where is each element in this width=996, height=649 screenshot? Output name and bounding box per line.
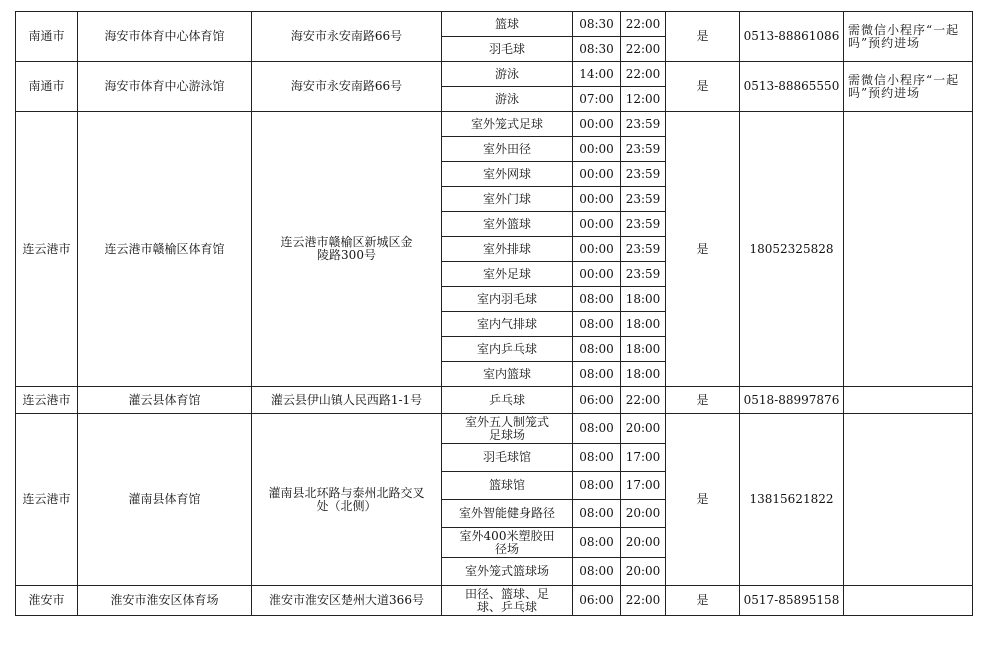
start-time-cell: 00:00: [573, 112, 621, 137]
phone-cell: 0518-88997876: [740, 387, 844, 414]
city-cell: 南通市: [16, 62, 78, 112]
open-cell: 是: [666, 112, 740, 387]
start-time-cell: 00:00: [573, 262, 621, 287]
start-time-cell: 08:00: [573, 312, 621, 337]
end-time-cell: 20:00: [621, 500, 666, 528]
start-time-cell: 08:00: [573, 500, 621, 528]
end-time-cell: 23:59: [621, 137, 666, 162]
sport-cell: 室外笼式篮球场: [442, 558, 573, 586]
start-time-cell: 08:30: [573, 12, 621, 37]
open-cell: 是: [666, 586, 740, 616]
table-row: [16, 414, 973, 444]
sport-cell: 室外400米塑胶田径场: [442, 528, 573, 558]
open-cell: 是: [666, 62, 740, 112]
start-time-cell: 08:00: [573, 558, 621, 586]
venue-cell: 连云港市赣榆区体育馆: [78, 112, 252, 387]
end-time-cell: 23:59: [621, 112, 666, 137]
sport-cell: 室外田径: [442, 137, 573, 162]
notes-cell: [844, 387, 973, 414]
end-time-cell: 18:00: [621, 337, 666, 362]
sport-cell: 田径、篮球、足球、乒乓球: [442, 586, 573, 616]
sport-cell: 篮球馆: [442, 472, 573, 500]
end-time-cell: 20:00: [621, 414, 666, 444]
sport-cell: 室内气排球: [442, 312, 573, 337]
notes-cell: [844, 112, 973, 387]
table-row: [16, 387, 973, 414]
end-time-cell: 22:00: [621, 586, 666, 616]
address-cell: 灌南县北环路与泰州北路交叉处（北侧）: [252, 414, 442, 586]
sport-cell: 室内篮球: [442, 362, 573, 387]
notes-cell: [844, 414, 973, 586]
start-time-cell: 08:00: [573, 472, 621, 500]
start-time-cell: 00:00: [573, 187, 621, 212]
start-time-cell: 06:00: [573, 586, 621, 616]
end-time-cell: 17:00: [621, 444, 666, 472]
venue-cell: 海安市体育中心体育馆: [78, 12, 252, 62]
notes-cell: 需微信小程序“一起吗”预约进场: [844, 12, 973, 62]
sport-cell: 游泳: [442, 62, 573, 87]
end-time-cell: 22:00: [621, 62, 666, 87]
end-time-cell: 17:00: [621, 472, 666, 500]
start-time-cell: 00:00: [573, 162, 621, 187]
venue-cell: 海安市体育中心游泳馆: [78, 62, 252, 112]
start-time-cell: 08:00: [573, 444, 621, 472]
venue-table: [15, 11, 973, 616]
address-cell: 连云港市赣榆区新城区金陵路300号: [252, 112, 442, 387]
sport-cell: 乒乓球: [442, 387, 573, 414]
end-time-cell: 23:59: [621, 237, 666, 262]
start-time-cell: 08:00: [573, 287, 621, 312]
sport-cell: 室外排球: [442, 237, 573, 262]
sport-cell: 室外篮球: [442, 212, 573, 237]
start-time-cell: 08:30: [573, 37, 621, 62]
start-time-cell: 08:00: [573, 528, 621, 558]
end-time-cell: 20:00: [621, 528, 666, 558]
city-cell: 连云港市: [16, 387, 78, 414]
sport-cell: 羽毛球馆: [442, 444, 573, 472]
notes-cell: 需微信小程序“一起吗”预约进场: [844, 62, 973, 112]
city-cell: 连云港市: [16, 414, 78, 586]
end-time-cell: 22:00: [621, 37, 666, 62]
sport-cell: 羽毛球: [442, 37, 573, 62]
sport-cell: 室外门球: [442, 187, 573, 212]
phone-cell: 13815621822: [740, 414, 844, 586]
table-row: [16, 112, 973, 137]
venue-cell: 灌南县体育馆: [78, 414, 252, 586]
table-row: [16, 12, 973, 37]
city-cell: 南通市: [16, 12, 78, 62]
open-cell: 是: [666, 12, 740, 62]
end-time-cell: 18:00: [621, 362, 666, 387]
start-time-cell: 00:00: [573, 212, 621, 237]
start-time-cell: 07:00: [573, 87, 621, 112]
sport-cell: 室外五人制笼式足球场: [442, 414, 573, 444]
end-time-cell: 22:00: [621, 387, 666, 414]
sport-cell: 室内乒乓球: [442, 337, 573, 362]
start-time-cell: 08:00: [573, 362, 621, 387]
start-time-cell: 08:00: [573, 414, 621, 444]
sport-cell: 室外足球: [442, 262, 573, 287]
end-time-cell: 18:00: [621, 287, 666, 312]
end-time-cell: 22:00: [621, 12, 666, 37]
notes-cell: [844, 586, 973, 616]
sport-cell: 室外智能健身路径: [442, 500, 573, 528]
end-time-cell: 23:59: [621, 162, 666, 187]
venue-cell: 灌云县体育馆: [78, 387, 252, 414]
sport-cell: 游泳: [442, 87, 573, 112]
sport-cell: 篮球: [442, 12, 573, 37]
end-time-cell: 23:59: [621, 262, 666, 287]
phone-cell: 0517-85895158: [740, 586, 844, 616]
venue-cell: 淮安市淮安区体育场: [78, 586, 252, 616]
table-row: [16, 62, 973, 87]
start-time-cell: 06:00: [573, 387, 621, 414]
city-cell: 淮安市: [16, 586, 78, 616]
end-time-cell: 23:59: [621, 187, 666, 212]
start-time-cell: 14:00: [573, 62, 621, 87]
address-cell: 灌云县伊山镇人民西路1-1号: [252, 387, 442, 414]
table-row: [16, 586, 973, 616]
start-time-cell: 08:00: [573, 337, 621, 362]
sport-cell: 室外网球: [442, 162, 573, 187]
phone-cell: 18052325828: [740, 112, 844, 387]
address-cell: 海安市永安南路66号: [252, 12, 442, 62]
phone-cell: 0513-88865550: [740, 62, 844, 112]
phone-cell: 0513-88861086: [740, 12, 844, 62]
end-time-cell: 12:00: [621, 87, 666, 112]
sport-cell: 室内羽毛球: [442, 287, 573, 312]
sport-cell: 室外笼式足球: [442, 112, 573, 137]
open-cell: 是: [666, 387, 740, 414]
city-cell: 连云港市: [16, 112, 78, 387]
end-time-cell: 23:59: [621, 212, 666, 237]
end-time-cell: 20:00: [621, 558, 666, 586]
start-time-cell: 00:00: [573, 137, 621, 162]
address-cell: 淮安市淮安区楚州大道366号: [252, 586, 442, 616]
start-time-cell: 00:00: [573, 237, 621, 262]
open-cell: 是: [666, 414, 740, 586]
address-cell: 海安市永安南路66号: [252, 62, 442, 112]
end-time-cell: 18:00: [621, 312, 666, 337]
